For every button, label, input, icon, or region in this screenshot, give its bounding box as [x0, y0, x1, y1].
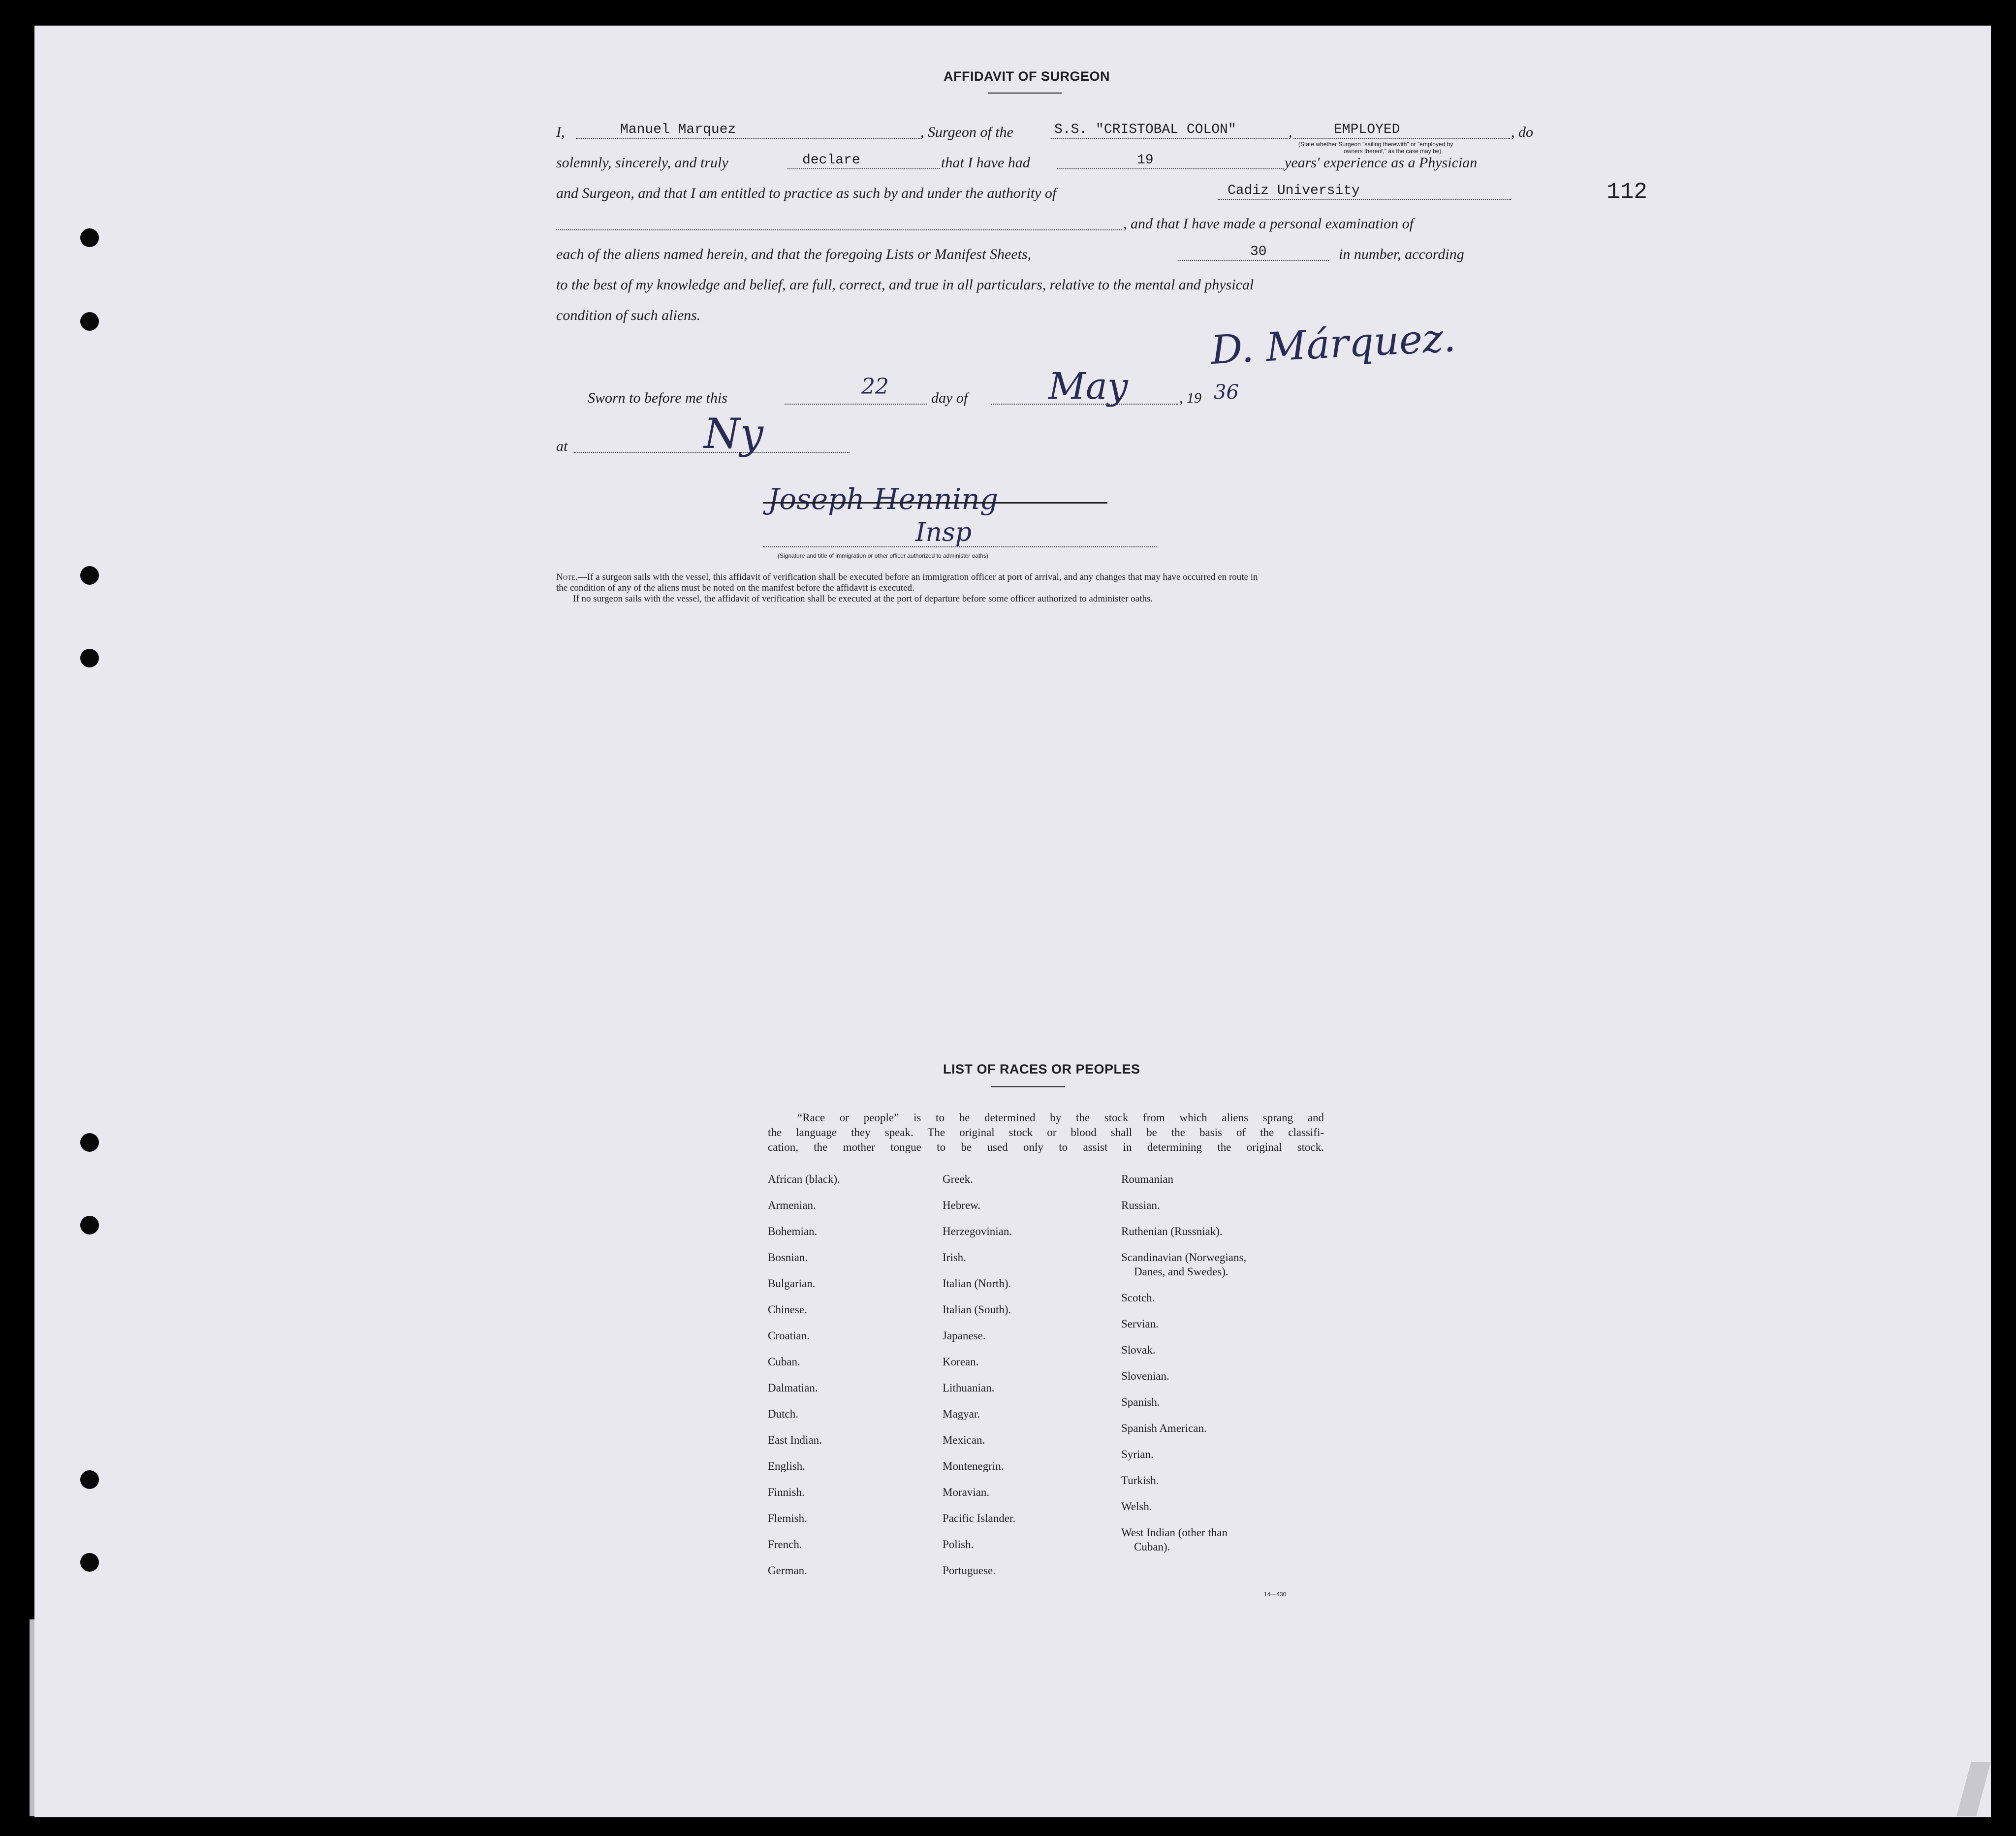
race-item: Syrian. [1121, 1448, 1154, 1461]
race-item: Scandinavian (Norwegians, [1121, 1251, 1247, 1264]
intro-line: “Race or people” is to be determined by the stock from which aliens sprang and [797, 1111, 1324, 1124]
sheet-count: 30 [1250, 244, 1267, 259]
affidavit-text: years' experience as a Physician [1285, 155, 1478, 171]
race-item: Greek. [943, 1173, 973, 1185]
affidavit-title: AFFIDAVIT OF SURGEON [944, 69, 1110, 84]
race-item: Bohemian. [768, 1225, 818, 1237]
surgeon-status: EMPLOYED [1334, 122, 1400, 137]
race-item: Moravian. [943, 1486, 990, 1498]
years-experience: 19 [1137, 153, 1154, 168]
race-item: Cuban). [1134, 1541, 1170, 1553]
affidavit-text: to the best of my knowledge and belief, are full, correct, and true in all particulars, relative to the mental and physical [556, 277, 1254, 293]
race-item: Armenian. [768, 1199, 816, 1211]
note-text: If no surgeon sails with the vessel, the affidavit of verification shall be executed at the port of departure before some officer authorized to administer oaths. [573, 594, 1153, 604]
race-item: Japanese. [943, 1330, 986, 1342]
race-item: Lithuanian. [943, 1382, 995, 1394]
race-item: East Indian. [768, 1434, 822, 1446]
authority-line-2 [556, 229, 1122, 230]
declare-line [788, 168, 940, 169]
punch-hole [80, 1553, 99, 1572]
vessel-line [1051, 138, 1288, 139]
signature-line [763, 546, 1157, 547]
page-number: 112 [1606, 179, 1647, 205]
race-item: Finnish. [768, 1486, 805, 1498]
note-text: —If a surgeon sails with the vessel, this affidavit of verification shall be executed before an immigration officer at port of arrival, and any changes that may have occurred en route in [577, 572, 1258, 582]
race-item: Slovak. [1121, 1344, 1156, 1357]
affidavit-text: each of the aliens named herein, and that the foregoing Lists or Manifest Sheets, [556, 246, 1032, 262]
race-item: Cuban. [768, 1356, 800, 1368]
declare-word: declare [802, 153, 860, 168]
officer-title: Insp [915, 518, 972, 547]
name-line [576, 138, 920, 139]
intro-line: cation, the mother tongue to be used only to assist in determining the original stock. [768, 1141, 1324, 1153]
punch-hole [80, 649, 99, 667]
race-item: Italian (North). [943, 1277, 1011, 1290]
race-item: Mexican. [943, 1434, 985, 1446]
race-item: Turkish. [1121, 1474, 1159, 1487]
punch-hole [80, 566, 99, 585]
punch-hole [80, 1470, 99, 1489]
affidavit-text: solemnly, sincerely, and truly [556, 155, 728, 171]
sworn-place: Ny [704, 410, 763, 458]
officer-signature: Joseph Henning [768, 482, 998, 516]
day-line [785, 404, 927, 405]
race-item: German. [768, 1564, 807, 1577]
race-item: Irish. [943, 1251, 966, 1264]
race-item: French. [768, 1538, 802, 1551]
signature-caption: (Signature and title of immigration or other officer authorized to administer oaths) [778, 552, 988, 559]
race-item: Korean. [943, 1356, 979, 1368]
punch-hole [80, 1133, 99, 1152]
affidavit-text: , do [1511, 124, 1533, 140]
affidavit-text: and Surgeon, and that I am entitled to practice as such by and under the authority of [556, 185, 1057, 201]
race-item: Servian. [1121, 1318, 1159, 1330]
intro-line: the language they speak. The original stock or blood shall be the basis of the classifi- [768, 1126, 1324, 1139]
race-item: West Indian (other than [1121, 1526, 1228, 1539]
affidavit-text: , [1289, 124, 1292, 140]
affidavit-text: condition of such aliens. [556, 307, 701, 323]
years-line [1057, 168, 1284, 169]
affidavit-text: that I have had [941, 155, 1030, 171]
race-item: African (black). [768, 1173, 840, 1185]
affidavit-text: I, [556, 124, 565, 140]
manifest-page [34, 26, 1991, 1817]
race-item: Bosnian. [768, 1251, 808, 1264]
punch-hole [80, 228, 99, 247]
race-item: Flemish. [768, 1512, 807, 1524]
race-item: Ruthenian (Russniak). [1121, 1225, 1223, 1237]
race-item: Pacific Islander. [943, 1512, 1016, 1524]
race-item: Dalmatian. [768, 1382, 818, 1394]
at-label: at [556, 438, 568, 454]
sworn-day: 22 [861, 374, 889, 399]
race-item: Croatian. [768, 1330, 810, 1342]
status-note: (State whether Surgeon "sailing therewith" or "employed by [1298, 141, 1453, 148]
race-item: Scotch. [1121, 1292, 1155, 1304]
race-item: Chinese. [768, 1303, 807, 1316]
race-item: Spanish. [1121, 1396, 1160, 1409]
race-item: Roumanian [1121, 1173, 1174, 1185]
note-label: Note. [556, 572, 578, 582]
sworn-text: day of [931, 390, 968, 406]
affidavit-text: , Surgeon of the [920, 124, 1013, 140]
authority-name: Cadiz University [1228, 183, 1360, 198]
affidavit-note [556, 572, 1501, 604]
sworn-text: , 19 [1179, 390, 1201, 406]
race-item: Spanish American. [1121, 1422, 1207, 1435]
race-item: Magyar. [943, 1408, 980, 1420]
punch-hole [80, 1216, 99, 1235]
race-item: Welsh. [1121, 1500, 1152, 1513]
sworn-text: Sworn to before me this [588, 390, 727, 406]
race-item: Montenegrin. [943, 1460, 1004, 1472]
race-item: Italian (South). [943, 1303, 1011, 1316]
sworn-year: 36 [1214, 381, 1239, 404]
race-item: Polish. [943, 1538, 974, 1551]
affidavit-text: in number, according [1339, 246, 1464, 262]
race-item: Slovenian. [1121, 1370, 1169, 1383]
race-item: Danes, and Swedes). [1134, 1266, 1228, 1278]
status-line [1293, 138, 1510, 139]
status-note: owners thereof," as the case may be) [1344, 148, 1442, 155]
affidavit-text: , and that I have made a personal examination of [1123, 216, 1414, 232]
surgeon-signature: D. Márquez. [1209, 315, 1457, 373]
vessel-name: S.S. "CRISTOBAL COLON" [1054, 122, 1236, 137]
races-intro [768, 1110, 1324, 1155]
race-item: Dutch. [768, 1408, 798, 1420]
races-rule [991, 1086, 1065, 1087]
race-item: English. [768, 1460, 806, 1472]
race-item: Russian. [1121, 1199, 1160, 1211]
race-item: Herzegovinian. [943, 1225, 1012, 1237]
race-item: Bulgarian. [768, 1277, 816, 1290]
title-rule [988, 93, 1062, 94]
punch-hole [80, 312, 99, 331]
race-item: Hebrew. [943, 1199, 981, 1211]
form-number: 14—430 [1264, 1591, 1287, 1598]
authority-line [1218, 199, 1511, 200]
race-item: Portuguese. [943, 1564, 996, 1577]
note-text: the condition of any of the aliens must be noted on the manifest before the affidavit is executed. [556, 583, 914, 593]
surgeon-name: Manuel Marquez [620, 122, 736, 137]
races-title: LIST OF RACES OR PEOPLES [943, 1062, 1140, 1076]
sheets-line [1178, 260, 1329, 261]
sworn-month: May [1048, 365, 1128, 408]
officer-strike [763, 502, 1107, 504]
